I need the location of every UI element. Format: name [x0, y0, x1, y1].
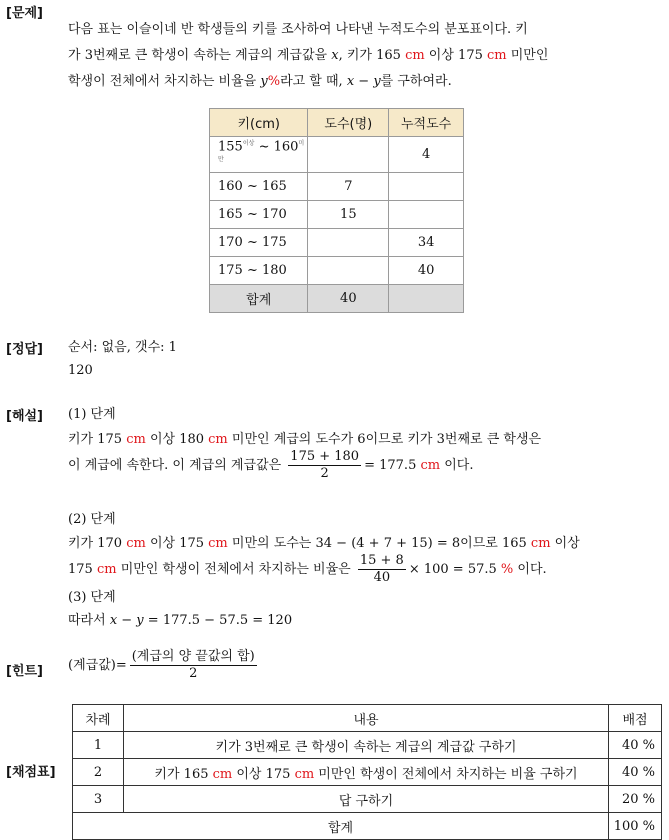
- step2-line-2: 175 cm 미만인 학생이 전체에서 차지하는 비율은 $\frac{15 + 8}{40}$ × 100 = 57.5 % 이다.: [68, 553, 547, 585]
- hint-formula: (계급값)= $\frac{\text{(계급의 양 끝값의 합)}}{2}$: [68, 649, 255, 681]
- table-row: 160 ~ 165 7: [210, 172, 464, 200]
- answer-label: [정답]: [6, 342, 43, 357]
- table-row: 3 답 구하기 20 %: [73, 786, 662, 813]
- rubric-label: [채점표]: [6, 765, 56, 780]
- header-cumulative: 누적도수: [389, 109, 464, 137]
- rubric-header-score: 배점: [609, 705, 662, 732]
- rubric-header-content: 내용: [124, 705, 609, 732]
- step2-line-1: 키가 170 cm 이상 175 cm 미만의 도수는 34 − (4 + 7 + 15) = 8이므로 165 cm 이상: [68, 536, 580, 551]
- table-row: 2 키가 165 cm 이상 175 cm 미만인 학생이 전체에서 차지하는 비율 구하기 40 %: [73, 759, 662, 786]
- table-row: $155^{이상}$ ~ $160^{미만}$ 4: [210, 137, 464, 173]
- answer-meta: 순서: 없음, 갯수: 1: [68, 340, 177, 355]
- step1-title: (1) 단계: [68, 407, 116, 422]
- step2-title: (2) 단계: [68, 512, 116, 527]
- frequency-table: [209, 108, 464, 313]
- table-row: 165 ~ 170 15: [210, 200, 464, 228]
- rubric-table: [72, 704, 662, 840]
- step1-line-2: 이 계급에 속한다. 이 계급의 계급값은 $\frac{175 + 180}{2}$ = 177.5 cm 이다.: [68, 449, 474, 481]
- rubric-header-no: 차례: [73, 705, 124, 732]
- fraction: $\frac{15 + 8}{40}$: [359, 553, 404, 585]
- fraction: $\frac{175 + 180}{2}$: [290, 449, 360, 481]
- problem-line-1: 다음 표는 이슬이네 반 학생들의 키를 조사하여 나타낸 누적도수의 분포표이다. 키: [68, 22, 528, 37]
- total-row: 합계 100 %: [73, 813, 662, 840]
- fraction: $\frac{\text{(계급의 양 끝값의 합)}}{2}$: [131, 649, 255, 681]
- table-row: 175 ~ 180 40: [210, 256, 464, 284]
- solution-label: [해설]: [6, 409, 43, 424]
- problem-line-3: 학생이 전체에서 차지하는 비율을 y%라고 할 때, x − y를 구하여라.: [68, 74, 452, 89]
- step1-line-1: 키가 175 cm 이상 180 cm 미만인 계급의 도수가 6이므로 키가 3번째로 큰 학생은: [68, 432, 542, 447]
- step3-line-1: 따라서 x − y = 177.5 − 57.5 = 120: [68, 613, 293, 628]
- step3-title: (3) 단계: [68, 590, 116, 605]
- table-row: 170 ~ 175 34: [210, 228, 464, 256]
- table-row: 1 키가 3번째로 큰 학생이 속하는 계급의 계급값 구하기 40 %: [73, 732, 662, 759]
- header-frequency: 도수(명): [308, 109, 389, 137]
- answer-value: 120: [68, 363, 93, 378]
- hint-label: [힌트]: [6, 664, 43, 679]
- problem-line-2: 가 3번째로 큰 학생이 속하는 계급의 계급값을 x, 키가 165 cm 이상 175 cm 미만인: [68, 48, 549, 63]
- header-height: 키(cm): [210, 109, 308, 137]
- problem-label: [문제]: [6, 6, 43, 21]
- total-row: 합계 40: [210, 284, 464, 312]
